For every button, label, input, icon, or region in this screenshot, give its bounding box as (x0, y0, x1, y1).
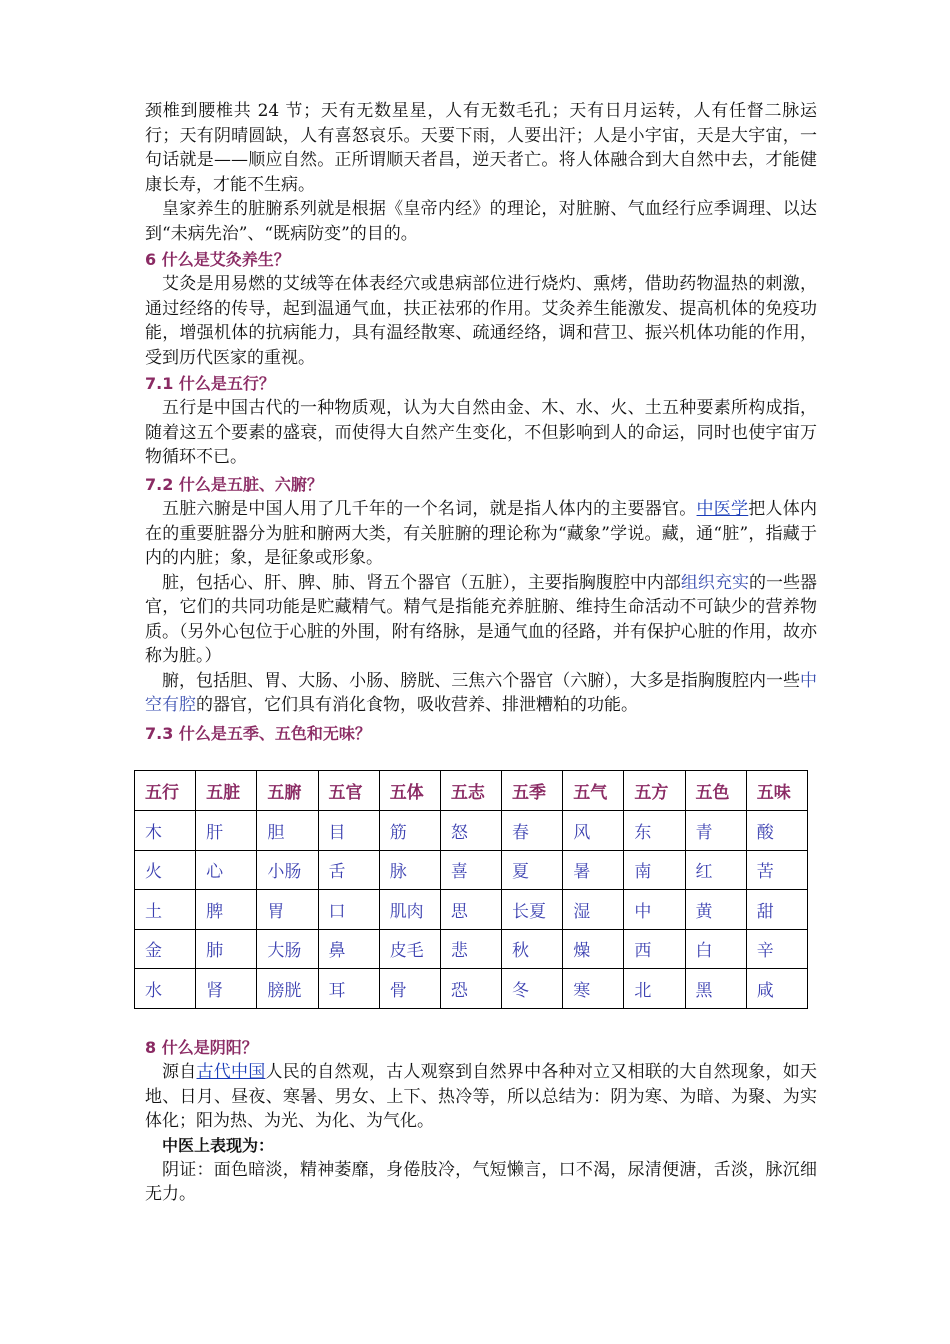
table-row (135, 890, 808, 930)
table-row (135, 811, 808, 851)
text-span: 五脏六腑是中国人用了几千年的一个名词，就是指人体内的主要器官。 (162, 499, 697, 519)
table-cell: 骨 (379, 969, 440, 1009)
table-cell: 中 (624, 890, 685, 930)
text-span: 人民的自然观，古人观察到自然界中各种对立又相联的大自然现象，如天地、日月、昼夜、寒暑、男女、上下、热冷等，所以总结为：阴为寒、为暗、为聚、为实体化；阳为热、为光、为化、为气化。 (145, 1062, 818, 1131)
table-cell: 红 (685, 850, 746, 890)
table-cell: 思 (440, 890, 501, 930)
text-span: 源自 (162, 1062, 197, 1082)
table-cell: 筋 (379, 811, 440, 851)
table-cell: 辛 (746, 929, 807, 969)
section-7-2-paragraph-1 (145, 497, 817, 571)
table-cell: 东 (624, 811, 685, 851)
table-cell: 春 (502, 811, 563, 851)
table-cell: 土 (135, 890, 196, 930)
section-7-1-paragraph: 五行是中国古代的一种物质观，认为大自然由金、木、水、火、土五种要素所构成指，随着这五个要素的盛衰，而使得大自然产生变化，不但影响到人的命运，同时也使宇宙万物循环不已。 (145, 398, 817, 467)
table-cell: 目 (318, 811, 379, 851)
table-cell: 甜 (746, 890, 807, 930)
table-cell: 心 (196, 850, 257, 890)
section-8-heading: 8 什么是阴阳？ (145, 1038, 258, 1057)
table-cell: 暑 (563, 850, 624, 890)
intro-section (145, 99, 817, 246)
section-7-3-heading: 7.3 什么是五季、五色和无味？ (145, 724, 371, 743)
table-cell: 肾 (196, 969, 257, 1009)
table-cell: 金 (135, 929, 196, 969)
ancient-china-link[interactable]: 古代中国 (196, 1062, 266, 1082)
table-cell: 冬 (502, 969, 563, 1009)
table-cell: 燥 (563, 929, 624, 969)
section-7-3 (145, 722, 817, 746)
table-cell: 胆 (257, 811, 318, 851)
section-7-2-paragraph-3 (145, 669, 817, 718)
section-8 (145, 1036, 817, 1207)
table-cell: 恐 (440, 969, 501, 1009)
table-cell: 胃 (257, 890, 318, 930)
table-cell: 皮毛 (379, 929, 440, 969)
table-cell: 悲 (440, 929, 501, 969)
table-header-cell: 五气 (563, 771, 624, 811)
table-cell: 大肠 (257, 929, 318, 969)
table-cell: 黄 (685, 890, 746, 930)
text-span: 的器官，它们具有消化食物，吸收营养、排泄糟粕的功能。 (196, 695, 638, 715)
table-header-cell: 五行 (135, 771, 196, 811)
section-8-subheading: 中医上表现为： (162, 1135, 275, 1155)
table-header-cell: 五志 (440, 771, 501, 811)
table-cell: 青 (685, 811, 746, 851)
table-row (135, 850, 808, 890)
section-7-1-heading: 7.1 什么是五行？ (145, 374, 275, 393)
table-cell: 寒 (563, 969, 624, 1009)
table-header-cell: 五色 (685, 771, 746, 811)
table-cell: 小肠 (257, 850, 318, 890)
table-cell: 肝 (196, 811, 257, 851)
intro-paragraph-1: 颈椎到腰椎共 24 节；天有无数星星，人有无数毛孔；天有日月运转，人有任督二脉运行；天有阴晴圆缺，人有喜怒哀乐。天要下雨，人要出汗；人是小宇宙，天是大宇宙，一句话就是——顺应自然。正所谓顺天者昌，逆天者亡。将人体融合到大自然中去，才能健康长寿，才能不生病。 (145, 101, 817, 195)
section-7-2-heading: 7.2 什么是五脏、六腑？ (145, 475, 323, 494)
highlight-term: 组织充实 (680, 572, 749, 593)
section-6-heading: 6 什么是艾灸养生？ (145, 250, 290, 269)
table-cell: 秋 (502, 929, 563, 969)
section-7-2-paragraph-2 (145, 571, 817, 669)
table-cell: 南 (624, 850, 685, 890)
section-7-1 (145, 372, 817, 470)
table-cell: 肺 (196, 929, 257, 969)
table-cell: 酸 (746, 811, 807, 851)
table-cell: 喜 (440, 850, 501, 890)
table-row (135, 969, 808, 1009)
table-row (135, 929, 808, 969)
table-cell: 脉 (379, 850, 440, 890)
table-cell: 水 (135, 969, 196, 1009)
table-cell: 白 (685, 929, 746, 969)
table-cell: 火 (135, 850, 196, 890)
text-span: 把人体内在的重要脏器分为脏和腑两大类，有关脏腑的理论称为“藏象”学说。藏，通“脏”，指藏于内的内脏；象，是征象或形象。 (145, 499, 818, 568)
five-elements-table (134, 770, 808, 1009)
section-8-paragraph-1 (145, 1060, 817, 1134)
table-cell: 膀胱 (257, 969, 318, 1009)
table-cell: 鼻 (318, 929, 379, 969)
table-cell: 舌 (318, 850, 379, 890)
section-6 (145, 248, 817, 370)
table-cell: 脾 (196, 890, 257, 930)
table-header-cell: 五方 (624, 771, 685, 811)
table-cell: 西 (624, 929, 685, 969)
highlight-term: 中空有腔 (145, 670, 817, 715)
table-cell: 耳 (318, 969, 379, 1009)
table-header-cell: 五官 (318, 771, 379, 811)
table-cell: 木 (135, 811, 196, 851)
table-cell: 湿 (563, 890, 624, 930)
tcm-link[interactable]: 中医学 (696, 499, 749, 519)
table-header-row (135, 771, 808, 811)
table-header-cell: 五体 (379, 771, 440, 811)
table-cell: 北 (624, 969, 685, 1009)
section-7-2 (145, 473, 817, 718)
table-cell: 夏 (502, 850, 563, 890)
table-cell: 肌肉 (379, 890, 440, 930)
section-8-paragraph-2: 阴证：面色暗淡，精神萎靡，身倦肢冷，气短懒言，口不渴，尿清便溏，舌淡，脉沉细无力。 (145, 1159, 817, 1204)
table-header-cell: 五味 (746, 771, 807, 811)
table-cell: 口 (318, 890, 379, 930)
table-header-cell: 五季 (502, 771, 563, 811)
text-span: 脏，包括心、肝、脾、肺、肾五个器官（五脏），主要指胸腹腔中内部 (162, 572, 681, 593)
text-span: 腑，包括胆、胃、大肠、小肠、膀胱、三焦六个器官（六腑），大多是指胸腹腔内一些 (162, 670, 800, 691)
table-cell: 苦 (746, 850, 807, 890)
table-cell: 怒 (440, 811, 501, 851)
intro-paragraph-2: 皇家养生的脏腑系列就是根据《皇帝内经》的理论，对脏腑、气血经行应季调理、以达到“未病先治”、“既病防变”的目的。 (145, 199, 817, 244)
table-header-cell: 五脏 (196, 771, 257, 811)
table-header-cell: 五腑 (257, 771, 318, 811)
table-cell: 长夏 (502, 890, 563, 930)
section-6-paragraph: 艾灸是用易燃的艾绒等在体表经穴或患病部位进行烧灼、熏烤，借助药物温热的刺激，通过经络的传导，起到温通气血，扶正祛邪的作用。艾灸养生能激发、提高机体的免疫功能，增强机体的抗病能力，具有温经散寒、疏通经络，调和营卫、振兴机体功能的作用，受到历代医家的重视。 (145, 274, 817, 368)
table-cell: 黑 (685, 969, 746, 1009)
text-span: 的一些器官，它们的共同功能是贮藏精气。精气是指能充养脏腑、维持生命活动不可缺少的营养物质。（另外心包位于心脏的外围，附有络脉，是通气血的径路，并有保护心脏的作用，故亦称为脏。） (145, 572, 818, 666)
table-cell: 风 (563, 811, 624, 851)
table-cell: 咸 (746, 969, 807, 1009)
